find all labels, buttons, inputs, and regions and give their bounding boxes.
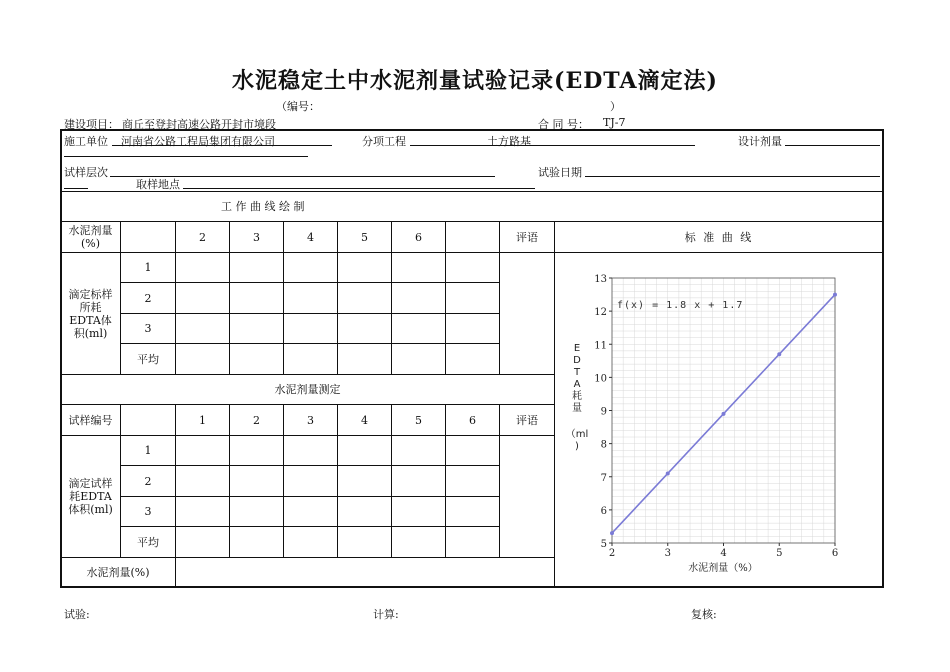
ylabel-char: A: [573, 379, 581, 390]
data-point: [777, 352, 781, 356]
ylabel-char: 耗: [572, 391, 582, 402]
y-tick-label: 7: [600, 472, 607, 484]
design-dose-label: 设计剂量: [738, 135, 782, 148]
ylabel-char: （ml: [565, 429, 589, 440]
x-tick-label: 6: [831, 548, 839, 559]
subproject-field[interactable]: [410, 131, 695, 146]
sample-5: 5: [415, 413, 422, 427]
location-field[interactable]: [183, 174, 535, 189]
ylabel-char: T: [573, 367, 581, 378]
x-tick-label: 3: [664, 548, 671, 559]
edta-sample-label: 滴定试样耗EDTA体积(ml): [68, 477, 113, 516]
subproject-value: 土方路基: [487, 135, 531, 148]
curve-header: 标 准 曲 线: [684, 230, 754, 244]
dose-6: 6: [415, 230, 422, 244]
ylabel-char: ): [575, 441, 579, 452]
design-dose-field[interactable]: [785, 131, 880, 146]
dose-4: 4: [307, 230, 314, 244]
test-date-label: 试验日期: [538, 166, 582, 179]
sample-6: 6: [469, 413, 476, 427]
dose-3: 3: [253, 230, 260, 244]
contract-value: TJ-7: [603, 116, 626, 129]
data-point: [666, 471, 670, 475]
sample-3: 3: [307, 413, 314, 427]
code-open: （编号：: [276, 100, 320, 113]
dose-2: 2: [199, 230, 206, 244]
data-point: [722, 412, 726, 416]
dose-5: 5: [361, 230, 368, 244]
sample-row-1: 1: [144, 444, 152, 457]
project-label: 建设项目：: [64, 118, 119, 131]
x-tick-label: 2: [608, 548, 616, 559]
edta-standard-label: 滴定标样所耗EDTA体积(ml): [68, 287, 113, 340]
sample-row-3: 3: [144, 505, 152, 518]
y-tick-label: 8: [600, 439, 607, 451]
unit-label: 施工单位: [64, 135, 108, 148]
comment-header-2: 评语: [516, 413, 538, 427]
ylabel-char: 量: [572, 403, 582, 414]
dose-result-label: 水泥剂量(%): [86, 566, 150, 579]
chart-xlabel: 水泥剂量（%）: [688, 563, 758, 574]
sample-row-avg: 平均: [137, 535, 159, 549]
sample-row-2: 2: [144, 474, 152, 488]
chart-ylabel: [566, 343, 589, 452]
std-row-1: 1: [144, 261, 152, 274]
calc-signature-label: 计算:: [373, 608, 399, 621]
unit-value: 河南省公路工程局集团有限公司: [121, 135, 275, 148]
ylabel-char: E: [573, 343, 581, 354]
standard-curve-chart: [555, 253, 883, 587]
sample-1: 1: [199, 413, 206, 427]
y-tick-label: 6: [600, 505, 607, 517]
layer-field-cont[interactable]: [64, 175, 88, 189]
sample-4: 4: [361, 413, 368, 427]
data-point: [833, 293, 837, 297]
chart-grid: [612, 278, 835, 543]
y-tick-label: 10: [594, 373, 607, 385]
std-row-avg: 平均: [137, 352, 159, 366]
subproject-label: 分项工程: [362, 135, 406, 148]
std-row-2: 2: [144, 291, 152, 305]
dose-header: 水泥剂量(%): [68, 224, 113, 250]
sample-2: 2: [253, 413, 260, 427]
comment-header-1: 评语: [516, 230, 538, 244]
x-tick-label: 4: [720, 548, 727, 559]
y-tick-label: 11: [594, 340, 607, 352]
data-point: [610, 531, 614, 535]
test-date-field[interactable]: [585, 162, 880, 177]
unit-field-cont[interactable]: [64, 143, 308, 157]
code-close: ）: [610, 100, 621, 113]
location-label: 取样地点: [136, 178, 180, 191]
review-signature-label: 复核:: [691, 608, 717, 621]
y-tick-label: 12: [594, 307, 607, 319]
layer-label: 试样层次: [64, 166, 108, 179]
section2-title: 水泥剂量测定: [274, 383, 341, 396]
y-tick-label: 9: [600, 406, 607, 418]
project-value: 商丘至登封高速公路开封市境段: [122, 118, 276, 131]
sample-header: 试样编号: [68, 413, 113, 427]
x-tick-label: 5: [776, 548, 783, 559]
std-row-3: 3: [144, 322, 152, 335]
y-tick-label: 5: [600, 539, 607, 550]
contract-label: 合 同 号：: [538, 118, 589, 131]
chart-equation: f(x) = 1.8 x + 1.7: [617, 300, 744, 311]
page-title: 水泥稳定土中水泥剂量试验记录(EDTA滴定法): [232, 68, 718, 94]
test-signature-label: 试验:: [64, 608, 90, 621]
y-tick-label: 13: [594, 274, 607, 285]
section1-title: 工 作 曲 线 绘 制: [221, 200, 305, 213]
ylabel-char: D: [573, 355, 581, 366]
